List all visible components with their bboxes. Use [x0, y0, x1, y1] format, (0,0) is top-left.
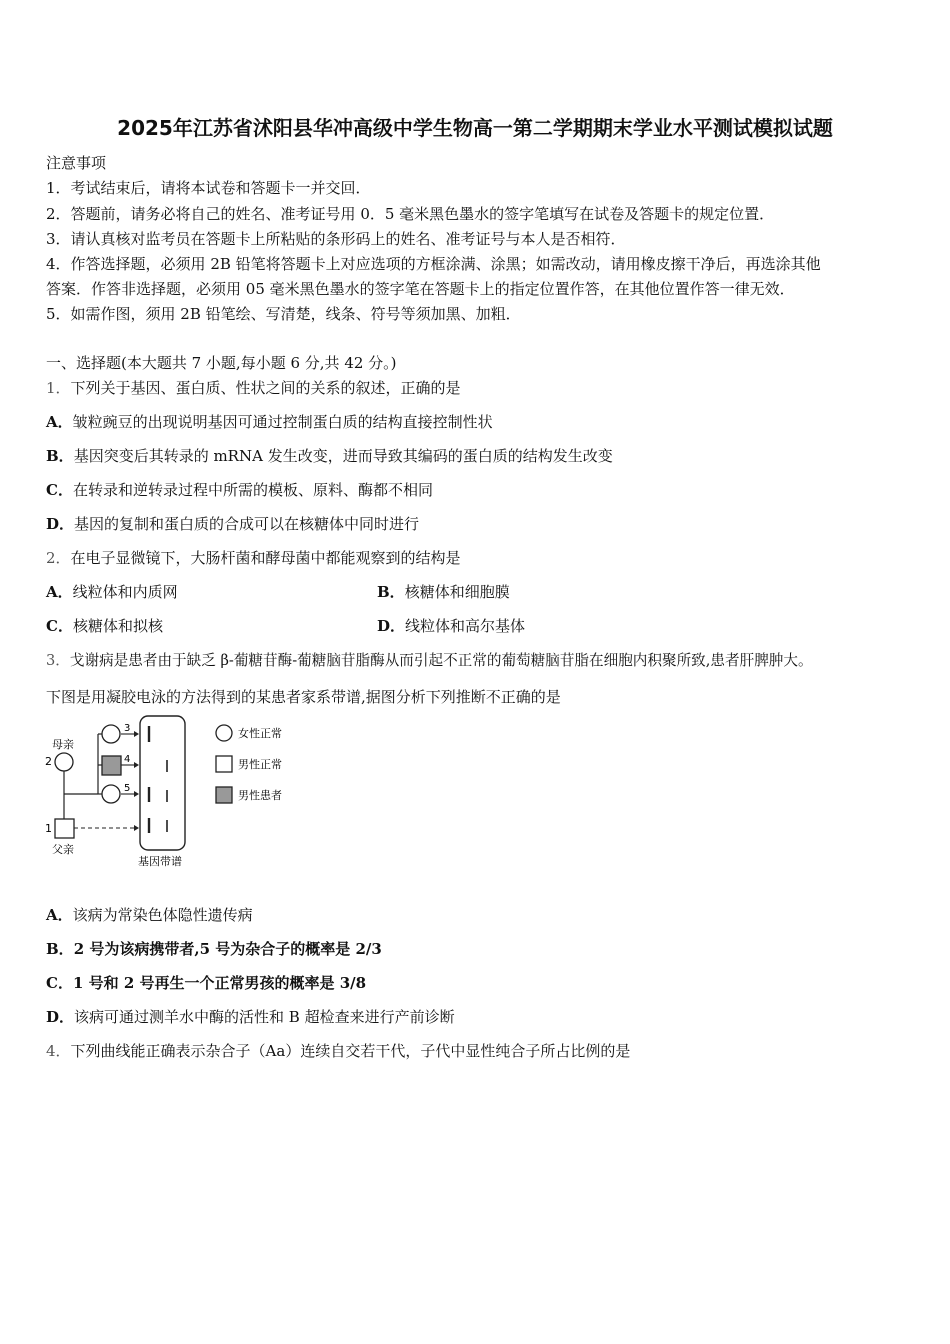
- option-text: 在转录和逆转录过程中所需的模板、原料、酶都不相同: [72, 481, 433, 499]
- option-letter: D．: [46, 1008, 75, 1026]
- option-c: [46, 615, 163, 636]
- question-stem: 戈谢病是患者由于缺乏 β-葡糖苷酶-葡糖脑苷脂酶从而引起不正常的葡萄糖脑苷脂在细胞内积聚所致,患者肝脾肿大。: [69, 652, 813, 669]
- question-4: [46, 1040, 630, 1061]
- question-2: [46, 547, 461, 568]
- option-text: 线粒体和高尔基体: [405, 617, 526, 635]
- question-stem: 下列曲线能正确表示杂合子（Aa）连续自交若干代，子代中显性纯合子所占比例的是: [70, 1042, 631, 1060]
- option-letter: C．: [46, 481, 73, 499]
- option-letter: A．: [46, 583, 73, 601]
- number-4: 4: [124, 754, 131, 765]
- mother-symbol: [55, 753, 73, 771]
- notice-item: 答案．作答非选择题，必须用 05 毫米黑色墨水的签字笔在答题卡上的指定位置作答，在其他位置作答一律无效．: [46, 280, 795, 298]
- legend-male-normal-symbol: [216, 756, 232, 772]
- notice-item: 4．作答选择题，必须用 2B 铅笔将答题卡上对应选项的方框涂满、涂黑；如需改动，请用橡皮擦干净后，再选涂其他: [46, 255, 821, 273]
- pedigree-gel-diagram: [40, 712, 310, 872]
- option-text: 该病可通过测羊水中酶的活性和 B 超检查来进行产前诊断: [74, 1008, 455, 1026]
- arrow-head: [134, 825, 139, 831]
- number-3: 3: [124, 723, 131, 734]
- section-heading: 一、选择题(本大题共 7 小题,每小题 6 分,共 42 分。): [46, 354, 397, 372]
- father-label: 父亲: [52, 843, 74, 856]
- notice-item: 3．请认真核对监考员在答题卡上所粘贴的条形码上的姓名、准考证号与本人是否相符．: [46, 230, 626, 248]
- child-5-symbol: [102, 785, 120, 803]
- legend-female-normal-symbol: [216, 725, 232, 741]
- option-d: [46, 1006, 455, 1027]
- arrow-head: [134, 791, 139, 797]
- option-letter: B．: [46, 447, 74, 465]
- notice-item: 2．答题前，请务必将自己的姓名、准考证号用 0．5 毫米黑色墨水的签字笔填写在试卷及答题卡的规定位置．: [46, 205, 775, 223]
- page-title: 2025年江苏省沭阳县华冲高级中学生物高一第二学期期末学业水平测试模拟试题: [117, 116, 833, 140]
- option-text: 1 号和 2 号再生一个正常男孩的概率是 3/8: [72, 974, 367, 992]
- question-number: 2．: [46, 549, 71, 567]
- option-d: [377, 615, 525, 636]
- arrow-head: [134, 762, 139, 768]
- number-5: 5: [124, 783, 131, 794]
- question-1: [46, 377, 461, 398]
- question-3: [46, 649, 813, 670]
- number-2: 2: [45, 755, 52, 768]
- legend-female-normal: 女性正常: [238, 727, 282, 740]
- option-letter: B．: [377, 583, 405, 601]
- father-symbol: [55, 819, 74, 838]
- option-text: 基因突变后其转录的 mRNA 发生改变，进而导致其编码的蛋白质的结构发生改变: [73, 447, 613, 465]
- gel-label: 基因带谱: [138, 855, 182, 868]
- option-b: [46, 938, 382, 959]
- option-letter: D．: [46, 515, 75, 533]
- gel-box: [140, 716, 185, 850]
- option-letter: B．: [46, 940, 74, 958]
- notice-heading: 注意事项: [46, 154, 107, 172]
- notice-item: 5．如需作图，须用 2B 铅笔绘、写清楚，线条、符号等须加黑、加粗．: [46, 305, 521, 323]
- option-letter: A．: [46, 413, 73, 431]
- option-letter: C．: [46, 617, 73, 635]
- option-c: [46, 972, 366, 993]
- arrow-head: [134, 731, 139, 737]
- child-4-symbol: [102, 756, 121, 775]
- mother-label: 母亲: [52, 738, 74, 751]
- question-number: 3．: [46, 652, 70, 669]
- option-text: 基因的复制和蛋白质的合成可以在核糖体中同时进行: [74, 515, 420, 533]
- option-b: [46, 445, 613, 466]
- question-number: 1．: [46, 379, 71, 397]
- option-d: [46, 513, 419, 534]
- legend-male-patient: 男性患者: [238, 789, 282, 802]
- option-a: [46, 904, 253, 925]
- option-letter: D．: [377, 617, 406, 635]
- number-1: 1: [45, 822, 52, 835]
- option-text: 该病为常染色体隐性遗传病: [72, 906, 253, 924]
- question-stem: 下列关于基因、蛋白质、性状之间的关系的叙述，正确的是: [70, 379, 461, 397]
- legend-male-patient-symbol: [216, 787, 232, 803]
- option-c: [46, 479, 433, 500]
- question-number: 4．: [46, 1042, 71, 1060]
- question-stem: 在电子显微镜下，大肠杆菌和酵母菌中都能观察到的结构是: [70, 549, 461, 567]
- option-text: 核糖体和细胞膜: [404, 583, 510, 601]
- option-letter: C．: [46, 974, 73, 992]
- option-a: [46, 581, 178, 602]
- option-b: [377, 581, 510, 602]
- option-text: 核糖体和拟核: [72, 617, 163, 635]
- question-3-stem-cont: 下图是用凝胶电泳的方法得到的某患者家系带谱,据图分析下列推断不正确的是: [46, 688, 561, 706]
- option-letter: A．: [46, 906, 73, 924]
- legend-male-normal: 男性正常: [238, 758, 282, 771]
- child-3-symbol: [102, 725, 120, 743]
- option-text: 2 号为该病携带者,5 号为杂合子的概率是 2/3: [73, 940, 382, 958]
- notice-item: 1．考试结束后，请将本试卷和答题卡一并交回．: [46, 179, 371, 197]
- option-text: 线粒体和内质网: [72, 583, 178, 601]
- option-a: [46, 411, 493, 432]
- option-text: 皱粒豌豆的出现说明基因可通过控制蛋白质的结构直接控制性状: [72, 413, 493, 431]
